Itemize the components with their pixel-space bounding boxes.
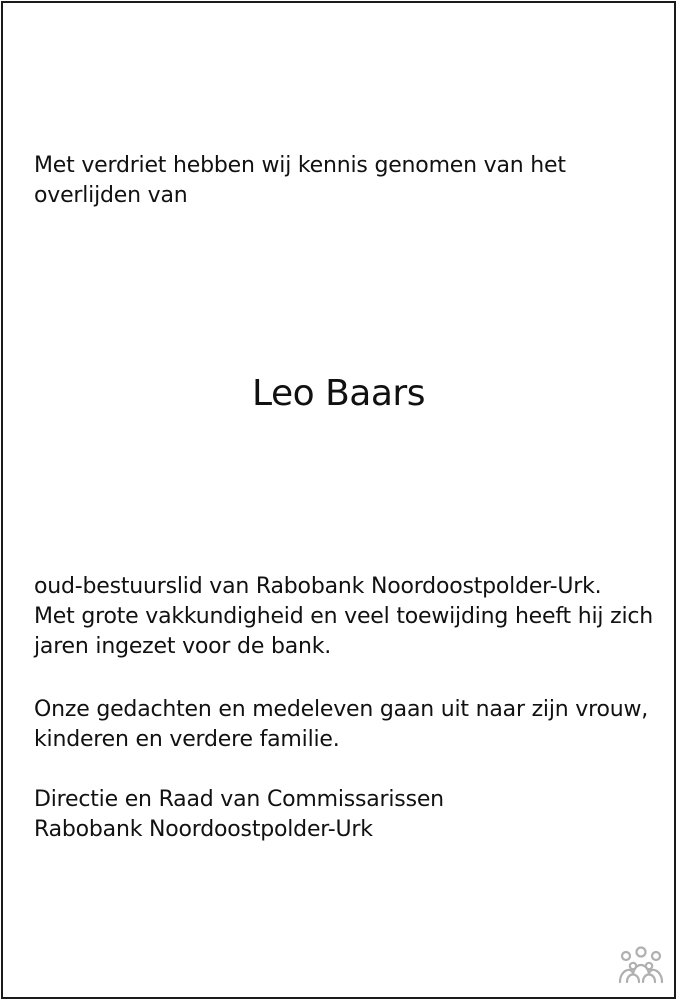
signature-line: Directie en Raad van Commissarissen — [34, 787, 444, 812]
signature-line: Rabobank Noordoostpolder-Urk — [34, 817, 373, 842]
condolence-line: kinderen en verdere familie. — [34, 727, 340, 752]
intro-line: overlijden van — [34, 183, 188, 208]
tribute-line: Met grote vakkundigheid en veel toewijding heeft hij zich — [34, 604, 653, 629]
condolence-line: Onze gedachten en medeleven gaan uit naar zijn vrouw, — [34, 697, 649, 722]
tribute-paragraph — [34, 572, 654, 662]
condolence-paragraph — [34, 695, 654, 755]
intro-text — [34, 151, 654, 211]
deceased-name: Leo Baars — [252, 373, 425, 414]
tribute-line: jaren ingezet voor de bank. — [34, 634, 332, 659]
tribute-line: oud-bestuurslid van Rabobank Noordoostpolder-Urk. — [34, 574, 602, 599]
signature — [34, 785, 654, 845]
family-group-icon — [617, 944, 665, 986]
intro-line: Met verdriet hebben wij kennis genomen van het — [34, 153, 566, 178]
